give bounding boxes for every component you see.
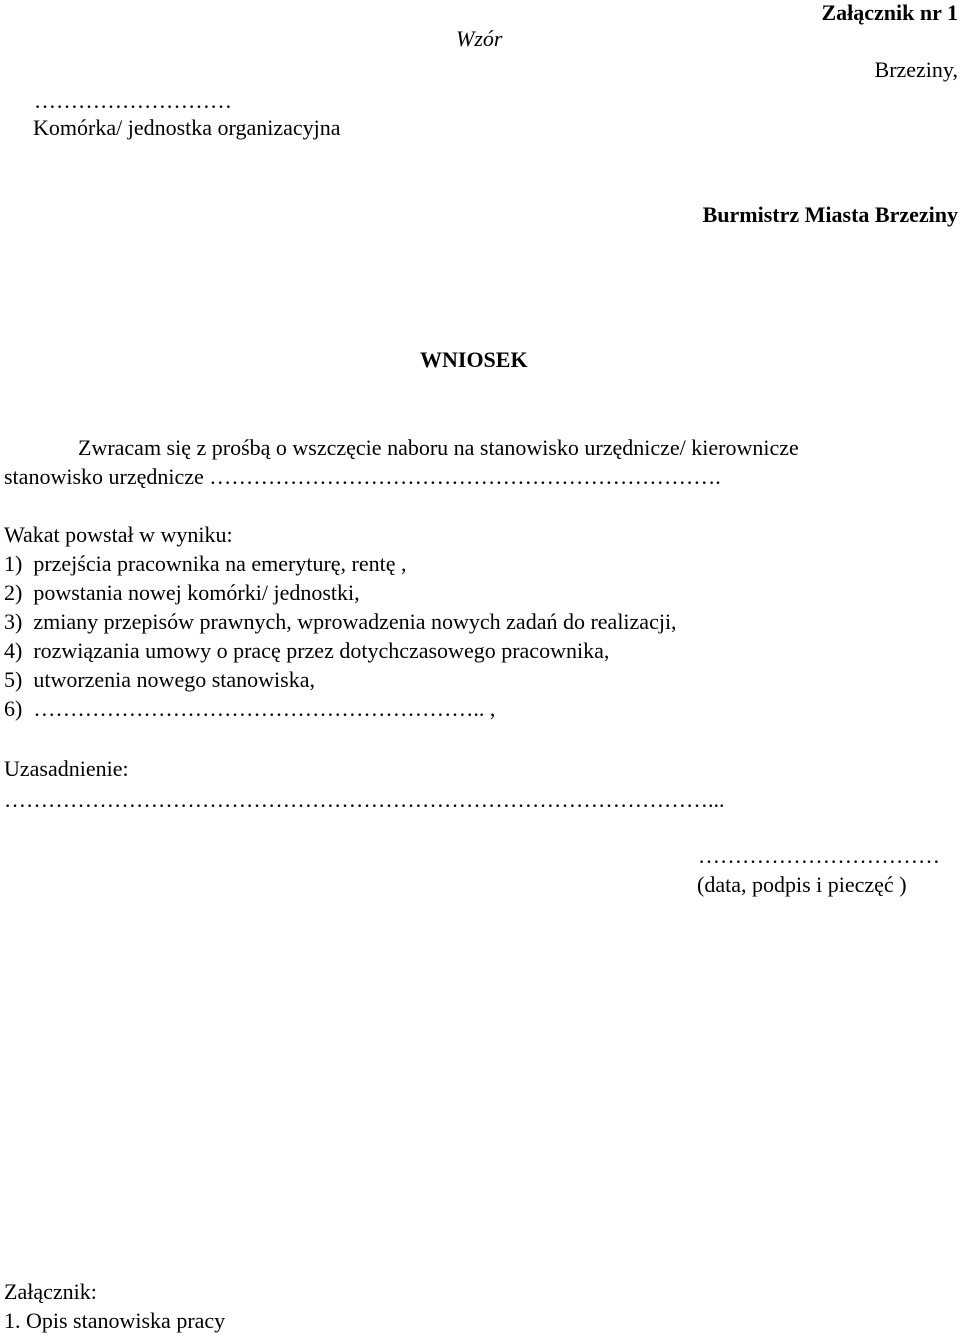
unit-dots: ……………………… (34, 88, 232, 113)
vacancy-heading: Wakat powstał w wyniku: (4, 522, 233, 547)
reason-item: 2) powstania nowej komórki/ jednostki, (4, 580, 360, 605)
signature-dots: …………………………… (698, 843, 940, 868)
justification-label: Uzasadnienie: (4, 756, 129, 781)
reason-item: 1) przejścia pracownika na emeryturę, rentę , (4, 551, 407, 576)
request-line-2: stanowisko urzędnicze ……………………………………………………………. (4, 464, 721, 489)
request-line-1: Zwracam się z prośbą o wszczęcie naboru na stanowisko urzędnicze/ kierownicze (78, 435, 799, 460)
reason-item: 3) zmiany przepisów prawnych, wprowadzenia nowych zadań do realizacji, (4, 609, 677, 634)
reason-item: 5) utworzenia nowego stanowiska, (4, 667, 315, 692)
attachments-label: Załącznik: (4, 1279, 97, 1304)
signature-label: (data, podpis i pieczęć ) (697, 872, 907, 897)
unit-label: Komórka/ jednostka organizacyjna (33, 115, 341, 140)
addressee: Burmistrz Miasta Brzeziny (702, 202, 958, 227)
document-title: WNIOSEK (420, 347, 528, 372)
place-date-field: Brzeziny, (874, 57, 958, 82)
reason-item-other: 6) …………………………………………………….. , (4, 696, 496, 721)
reason-item: 4) rozwiązania umowy o pracę przez dotychczasowego pracownika, (4, 638, 610, 663)
attachment-number-label: Załącznik nr 1 (821, 0, 958, 25)
justification-dots: ……………………………………………………………………………………... (4, 787, 725, 812)
template-label: Wzór (456, 26, 503, 51)
attachment-item: 1. Opis stanowiska pracy (4, 1308, 226, 1333)
